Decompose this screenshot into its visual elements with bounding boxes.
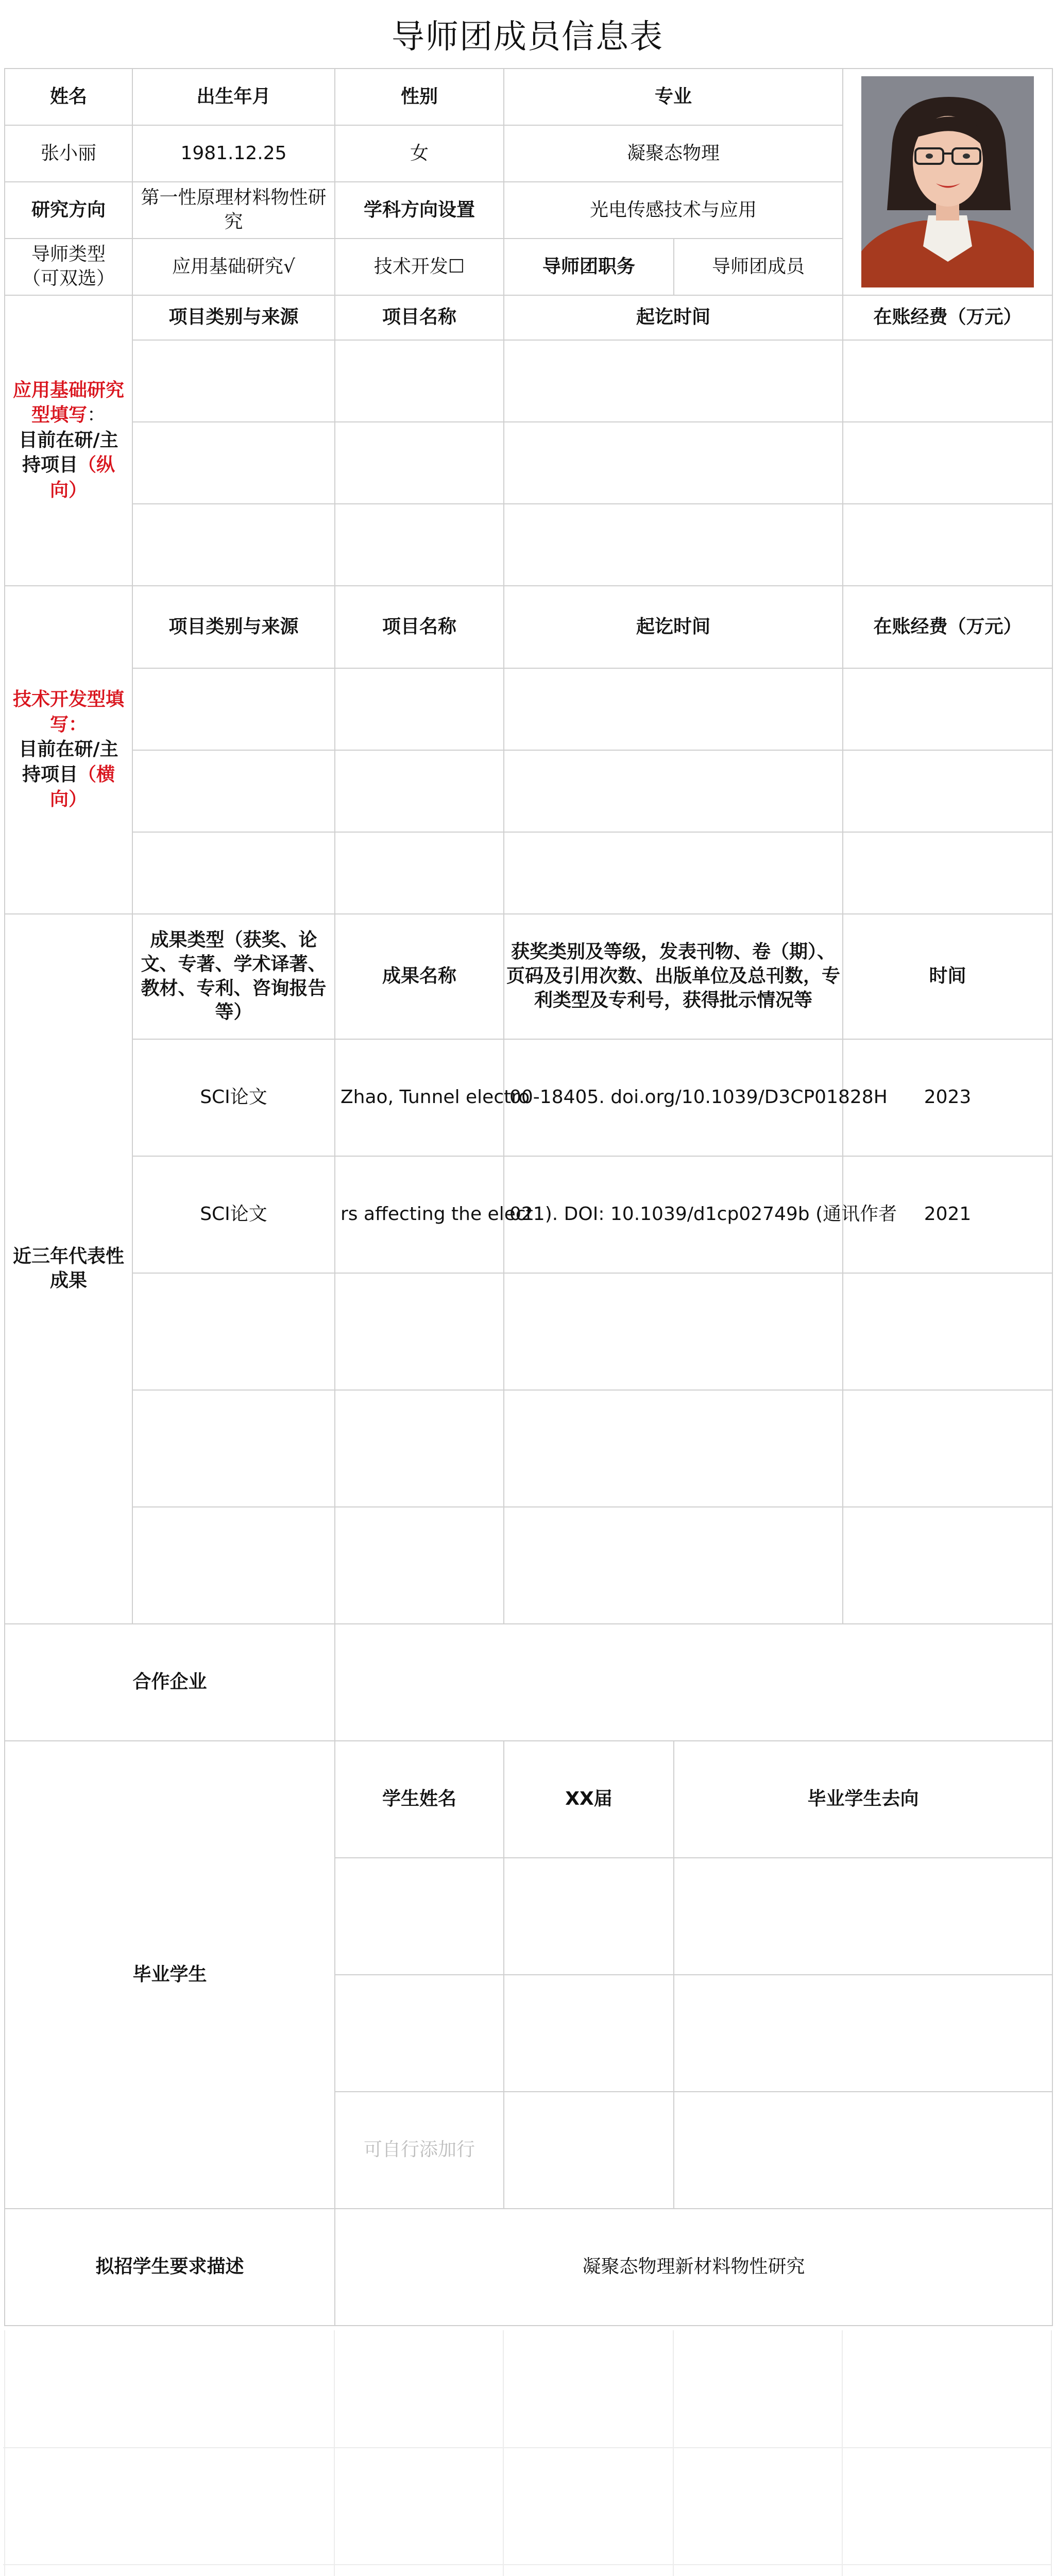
graduates-header-name: 学生姓名 <box>335 1741 504 1858</box>
tech-label-red: 技术开发型填写： <box>12 689 124 735</box>
gender-label: 性别 <box>335 69 504 125</box>
graduate-cell[interactable] <box>674 1858 1052 1975</box>
applied-header-funds: 在账经费（万元） <box>843 295 1052 340</box>
mentor-type-label <box>5 239 132 295</box>
mentor-type-label-note: （可双选） <box>22 268 115 289</box>
applied-cell[interactable] <box>132 422 335 504</box>
achievement-row <box>5 1507 1052 1624</box>
mentor-type-option-tech[interactable]: 技术开发☐ <box>335 239 504 295</box>
cooperation-label: 合作企业 <box>5 1624 335 1741</box>
sheet-gridline <box>503 2330 504 2576</box>
graduate-cell[interactable] <box>674 1975 1052 2092</box>
sheet-gridline <box>673 2330 674 2576</box>
applied-cell[interactable] <box>335 422 504 504</box>
applied-row <box>5 422 1052 504</box>
achievement-row <box>5 1390 1052 1507</box>
tech-cell[interactable] <box>504 750 843 832</box>
tech-cell[interactable] <box>132 832 335 914</box>
sheet-gridline <box>1051 2330 1052 2576</box>
applied-header-period: 起讫时间 <box>504 295 843 340</box>
tech-cell[interactable] <box>504 832 843 914</box>
achievements-header-time: 时间 <box>843 914 1052 1039</box>
tech-header-funds: 在账经费（万元） <box>843 586 1052 668</box>
graduate-cell[interactable] <box>504 2092 674 2209</box>
tech-cell[interactable] <box>335 750 504 832</box>
name-label: 姓名 <box>5 69 132 125</box>
sheet-gridline <box>334 2330 335 2576</box>
applied-cell[interactable] <box>335 504 504 586</box>
graduate-cell[interactable] <box>335 1975 504 2092</box>
gender-value[interactable]: 女 <box>335 125 504 182</box>
info-form-table <box>4 68 1053 2326</box>
graduates-header-class: XX届 <box>504 1741 674 1858</box>
applied-cell[interactable] <box>132 504 335 586</box>
add-row-hint[interactable]: 可自行添加行 <box>335 2092 504 2209</box>
achievement-cell[interactable] <box>335 1273 504 1390</box>
sheet-gridline <box>3 2564 1052 2565</box>
applied-cell[interactable] <box>843 504 1052 586</box>
role-value[interactable]: 导师团成员 <box>674 239 843 295</box>
achievement-cell[interactable] <box>132 1507 335 1624</box>
tech-header-source: 项目类别与来源 <box>132 586 335 668</box>
research-label: 研究方向 <box>5 182 132 239</box>
sheet-gridline <box>3 2447 1052 2448</box>
applied-cell[interactable] <box>504 340 843 422</box>
achievement-cell[interactable] <box>504 1390 843 1507</box>
achievements-section-label: 近三年代表性成果 <box>5 914 132 1624</box>
achievement-row <box>5 1039 1052 1156</box>
tech-cell[interactable] <box>843 668 1052 750</box>
applied-header-source: 项目类别与来源 <box>132 295 335 340</box>
achievement-name[interactable]: Zhao, Tunnel electro <box>335 1039 504 1156</box>
graduate-cell[interactable] <box>674 2092 1052 2209</box>
tech-header-name: 项目名称 <box>335 586 504 668</box>
graduate-cell[interactable] <box>504 1975 674 2092</box>
applied-header-name: 项目名称 <box>335 295 504 340</box>
tech-row <box>5 668 1052 750</box>
sheet-gridline <box>4 2330 5 2576</box>
discipline-label: 学科方向设置 <box>335 182 504 239</box>
tech-cell[interactable] <box>132 668 335 750</box>
birth-value[interactable]: 1981.12.25 <box>132 125 335 182</box>
major-value[interactable]: 凝聚态物理 <box>504 125 843 182</box>
role-label: 导师团职务 <box>504 239 674 295</box>
achievements-header-detail: 获奖类别及等级，发表刊物、卷（期）、页码及引用次数、出版单位及总刊数，专利类型及专利号，获得批示情况等 <box>504 914 843 1039</box>
tech-cell[interactable] <box>132 750 335 832</box>
applied-cell[interactable] <box>504 422 843 504</box>
birth-label: 出生年月 <box>132 69 335 125</box>
applied-section-label <box>5 295 132 586</box>
applied-cell[interactable] <box>843 422 1052 504</box>
sheet-gridline <box>842 2330 843 2576</box>
mentor-type-label-main: 导师类型 <box>31 244 106 265</box>
tech-row <box>5 750 1052 832</box>
graduates-label: 毕业学生 <box>5 1741 335 2209</box>
cooperation-value[interactable] <box>335 1624 1052 1741</box>
achievement-cell[interactable] <box>504 1507 843 1624</box>
achievement-cell[interactable] <box>504 1273 843 1390</box>
tech-cell[interactable] <box>335 668 504 750</box>
recruit-label: 拟招学生要求描述 <box>5 2209 335 2326</box>
applied-cell[interactable] <box>335 340 504 422</box>
achievement-detail[interactable]: 00-18405. doi.org/10.1039/D3CP01828H <box>504 1039 843 1156</box>
achievements-header-name: 成果名称 <box>335 914 504 1039</box>
tech-section-label <box>5 586 132 914</box>
achievements-header-type: 成果类型（获奖、论文、专著、学术译著、教材、专利、咨询报告等） <box>132 914 335 1039</box>
applied-label-suffix: （纵向） <box>49 454 115 501</box>
tech-cell[interactable] <box>335 832 504 914</box>
tech-row <box>5 832 1052 914</box>
portrait-photo <box>861 76 1034 287</box>
achievement-year[interactable]: 2021 <box>843 1156 1052 1273</box>
graduate-cell[interactable] <box>335 1858 504 1975</box>
graduates-header-destination: 毕业学生去向 <box>674 1741 1052 1858</box>
achievement-row <box>5 1273 1052 1390</box>
achievement-cell[interactable] <box>843 1507 1052 1624</box>
discipline-value[interactable]: 光电传感技术与应用 <box>504 182 843 239</box>
photo-cell[interactable] <box>843 69 1052 295</box>
tech-label-suffix: （横向） <box>49 764 115 810</box>
recruit-value[interactable]: 凝聚态物理新材料物性研究 <box>335 2209 1052 2326</box>
achievement-detail[interactable]: 021). DOI: 10.1039/d1cp02749b (通讯作者 <box>504 1156 843 1273</box>
achievement-cell[interactable] <box>843 1273 1052 1390</box>
research-value[interactable]: 第一性原理材料物性研究 <box>132 182 335 239</box>
achievement-cell[interactable] <box>335 1507 504 1624</box>
achievement-name[interactable]: rs affecting the elect <box>335 1156 504 1273</box>
applied-cell[interactable] <box>132 340 335 422</box>
applied-label-black: 目前在研/主持项目 <box>19 429 118 476</box>
achievement-row <box>5 1156 1052 1273</box>
tech-label-black: 目前在研/主持项目 <box>19 739 118 785</box>
achievement-type[interactable]: SCI论文 <box>132 1039 335 1156</box>
applied-row <box>5 504 1052 586</box>
achievement-cell[interactable] <box>132 1273 335 1390</box>
applied-cell[interactable] <box>504 504 843 586</box>
name-value[interactable]: 张小丽 <box>5 125 132 182</box>
graduate-cell[interactable] <box>504 1858 674 1975</box>
applied-label-colon: ： <box>87 404 106 426</box>
applied-row <box>5 340 1052 422</box>
applied-cell[interactable] <box>843 340 1052 422</box>
achievement-year[interactable]: 2023 <box>843 1039 1052 1156</box>
applied-label-red: 应用基础研究型填写 <box>12 379 124 426</box>
achievement-type[interactable]: SCI论文 <box>132 1156 335 1273</box>
achievement-cell[interactable] <box>335 1390 504 1507</box>
tech-cell[interactable] <box>843 750 1052 832</box>
tech-cell[interactable] <box>843 832 1052 914</box>
major-label: 专业 <box>504 69 843 125</box>
form-title: 导师团成员信息表 <box>392 18 663 56</box>
achievement-cell[interactable] <box>132 1390 335 1507</box>
tech-cell[interactable] <box>504 668 843 750</box>
mentor-type-option-applied[interactable]: 应用基础研究√ <box>132 239 335 295</box>
tech-header-period: 起讫时间 <box>504 586 843 668</box>
achievement-cell[interactable] <box>843 1390 1052 1507</box>
